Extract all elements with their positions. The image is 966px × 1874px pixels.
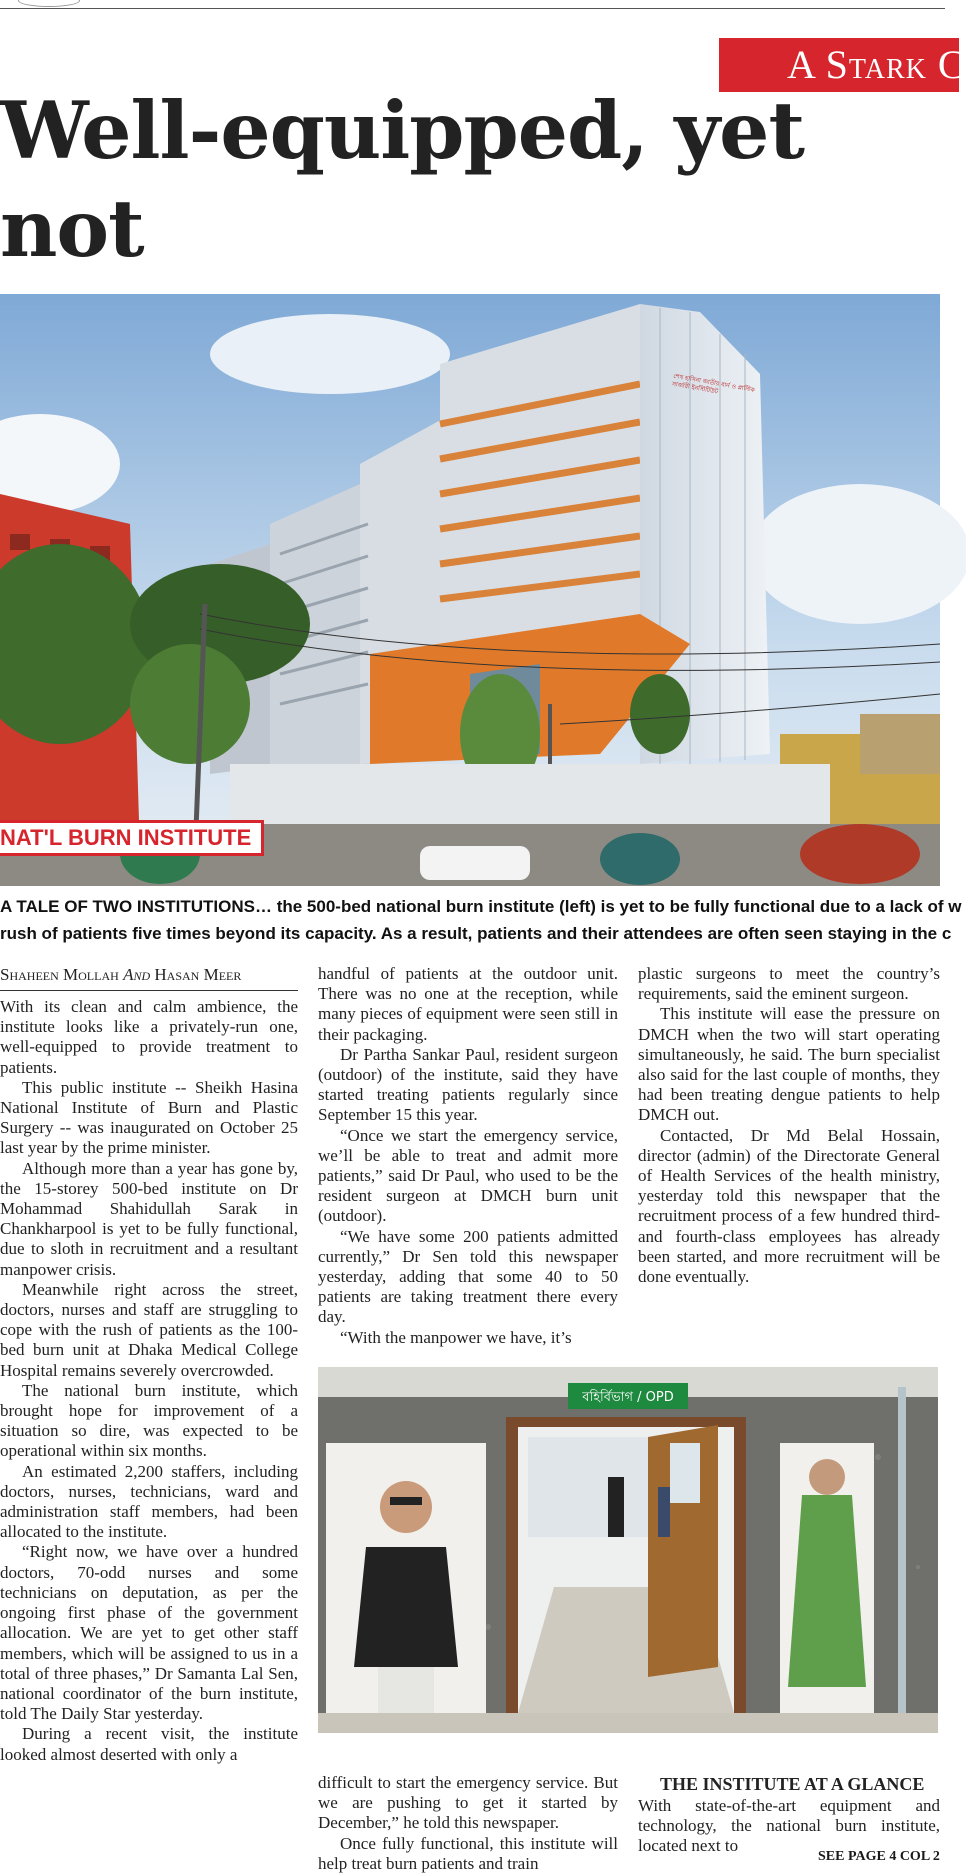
byline-and: And	[123, 965, 151, 984]
paragraph: difficult to start the emergency service. But we are pushing to get it started by December,” he told this newspaper.	[318, 1773, 618, 1833]
burn-institute-photo	[0, 294, 940, 886]
opd-sign-text: বহির্বিভাগ / OPD	[582, 1390, 674, 1405]
article-column-1	[0, 962, 298, 1765]
article-column-2	[318, 964, 618, 1348]
paragraph: Contacted, Dr Md Belal Hossain, director (admin) of the Directorate General of Health Services of the health ministry, yesterday told this newspaper that the recruitment process of a few hundred third- and fourth-class employees has already been started, and more recruitment will be done eventually.	[638, 1125, 940, 1287]
caption-line-2: rush of patients five times beyond its capacity. As a result, patients and their attendees are often seen staying in the c	[0, 924, 952, 943]
paragraph: Meanwhile right across the street, doctors, nurses and staff are struggling to cope with the rush of patients as the 100-bed burn unit at Dhaka Medical College Hospital remains severely overcrowded.	[0, 1279, 298, 1380]
headline-line-1: Well-equipped, yet not	[0, 84, 804, 275]
paragraph: This institute will ease the pressure on DMCH when the two will start operating simultaneously, he said. The burn specialist also said for the last couple of months, they had been treating dengue patients to help DMCH out.	[638, 1004, 940, 1125]
byline-author-1: Shaheen Mollah	[0, 965, 119, 984]
paragraph: “Right now, we have over a hundred doctors, 70-odd nurses and some technicians on deputation, as per the ongoing first phase of the government allocation. We are yet to get other staff members, which will be assigned to us in a total of three phases,” Dr Samanta Lal Sen, national coordinator of the burn institute, told The Daily Star yesterday.	[0, 1542, 298, 1724]
photo-caption	[0, 893, 962, 947]
paragraph: Dr Partha Sankar Paul, resident surgeon (outdoor) of the institute, said they have started treating patients regularly since September 15 this year.	[318, 1044, 618, 1125]
paragraph: The national burn institute, which brought hope for improvement of a situation so dire, was expected to be operational within six months.	[0, 1380, 298, 1461]
top-rule	[0, 8, 945, 9]
paragraph: During a recent visit, the institute looked almost deserted with only a	[0, 1724, 298, 1764]
paragraph: “We have some 200 patients admitted currently,” Dr Sen told this newspaper yesterday, adding that some 40 to 50 patients are taking treatment there every day.	[318, 1226, 618, 1327]
caption-line-1: A TALE OF TWO INSTITUTIONS… the 500-bed national burn institute (left) is yet to be fully functional due to a lack of w	[0, 897, 962, 916]
paragraph: plastic surgeons to meet the country’s requirements, said the eminent surgeon.	[638, 964, 940, 1004]
article-column-3	[638, 964, 940, 1287]
paragraph: This public institute -- Sheikh Hasina National Institute of Burn and Plastic Surgery -- was inaugurated on October 25 last year by the prime minister.	[0, 1077, 298, 1158]
jump-line: SEE PAGE 4 COL 2	[818, 1849, 940, 1864]
institute-at-a-glance	[638, 1772, 940, 1857]
section-kicker: A Stark C	[719, 38, 959, 92]
masthead-curve	[18, 0, 80, 7]
building-sign-text: শেখ হাসিনা জাতীয় বার্ন ও প্লাস্টিক সার্জারী ইনস্টিটিউট	[671, 372, 756, 396]
paragraph: “With the manpower we have, it’s	[340, 1327, 572, 1347]
opd-entrance-photo	[318, 1367, 938, 1733]
paragraph: handful of patients at the outdoor unit. There was no one at the reception, while many pieces of equipment were seen still in their packaging.	[318, 964, 618, 1044]
paragraph: An estimated 2,200 staffers, including doctors, nurses, technicians, ward and administration staff members, had been allocated to the institute.	[0, 1461, 298, 1542]
article-column-2-continued	[318, 1773, 618, 1874]
byline	[0, 962, 298, 991]
paragraph: Although more than a year has gone by, the 15-storey 500-bed institute on Dr Mohammad Shahidullah Sarak in Chankharpool is yet to be fully functional, due to sloth in recruitment and a resultant manpower crisis.	[0, 1158, 298, 1279]
paragraph: With its clean and calm ambience, the institute looks like a privately-run one, well-equipped to provide treatment to patients.	[0, 997, 298, 1077]
byline-author-2: Hasan Meer	[154, 965, 242, 984]
paragraph: “Once we start the emergency service, we’ll be able to treat and admit more patients,” said Dr Paul, who used to be the resident surgeon at DMCH burn unit (outdoor).	[318, 1125, 618, 1226]
glance-text: With state-of-the-art equipment and technology, the national burn institute, located next to	[638, 1796, 940, 1856]
glance-heading: THE INSTITUTE AT A GLANCE	[660, 1774, 925, 1794]
photo-location-label: NAT'L BURN INSTITUTE	[0, 820, 264, 856]
paragraph: Once fully functional, this institute will help treat burn patients and train	[318, 1833, 618, 1873]
